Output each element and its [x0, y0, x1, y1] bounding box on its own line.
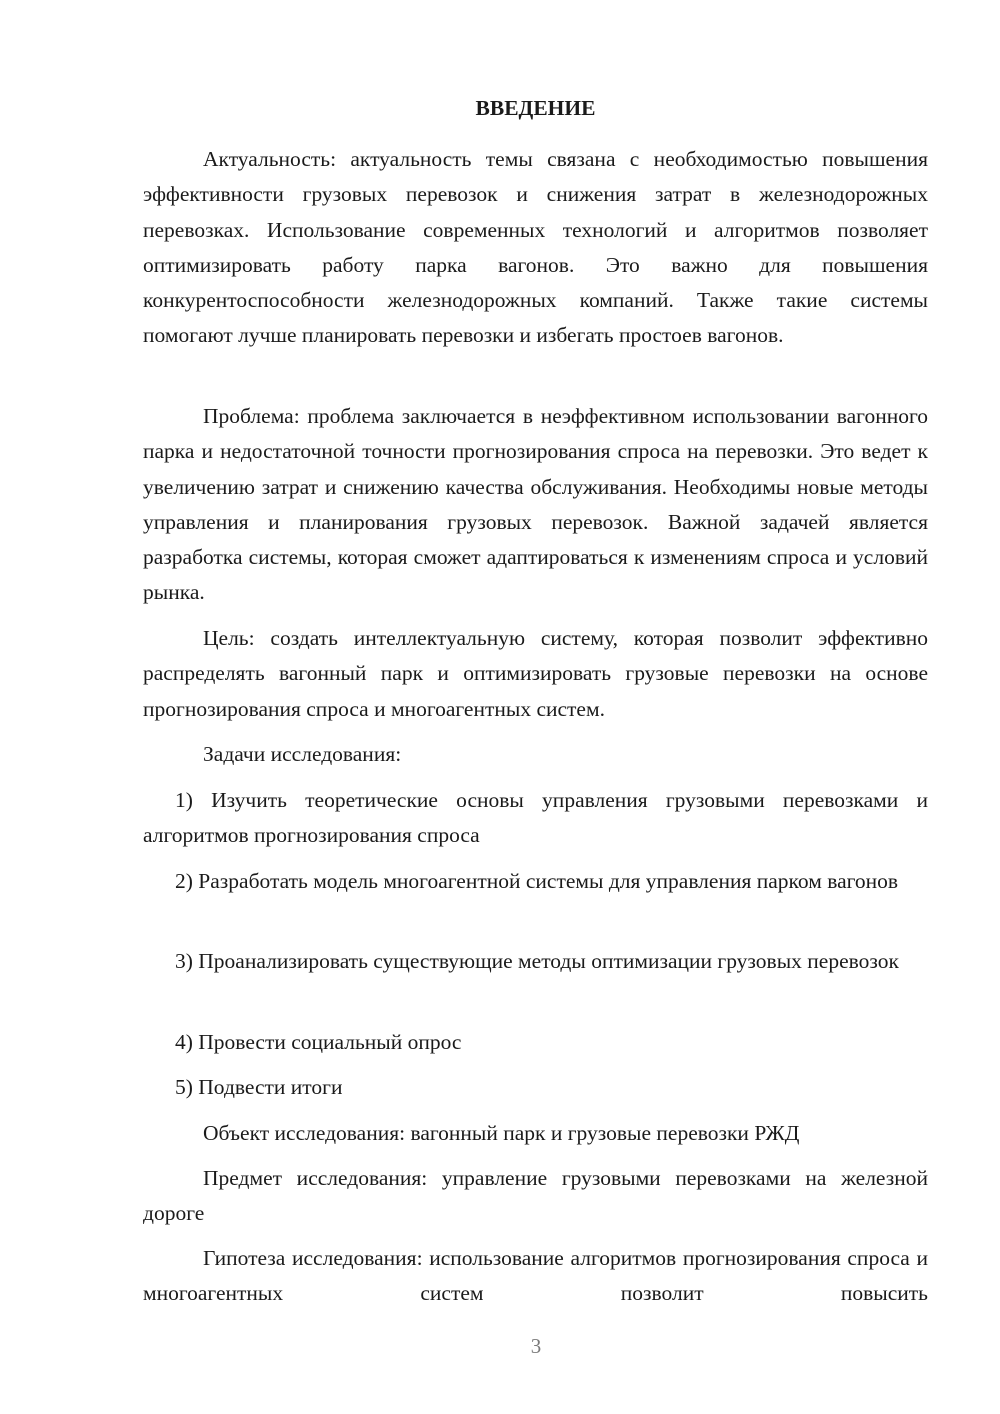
page-title: ВВЕДЕНИЕ — [475, 96, 596, 120]
task-item-2 — [143, 864, 928, 899]
task-item-4 — [143, 1025, 928, 1060]
paragraph-tasks-heading — [143, 737, 928, 772]
task-item-1 — [143, 783, 928, 854]
tasks-heading-text: Задачи исследования: — [203, 742, 402, 766]
list-item: 5) Подвести итоги — [175, 1075, 343, 1099]
paragraph-goal — [143, 621, 928, 727]
hypothesis-text: Гипотеза исследования: использование алгоритмов прогнозирования спроса и многоагентных систем позволит повысить — [143, 1246, 928, 1306]
relevance-text: Актуальность: актуальность темы связана с необходимостью повышения эффективности грузовых перевозок и снижения затрат в железнодорожных перевозках. Использование современных технологий и алгоритмов позволяет оптимизировать работу парка вагонов. Это важно для повышения конкурентоспособности железнодорожных компаний. Также такие системы помогают лучше планировать перевозки и избегать простоев вагонов. — [143, 147, 928, 348]
list-item: 3) Проанализировать существующие методы оптимизации грузовых перевозок — [175, 949, 899, 973]
list-item: 2) Разработать модель многоагентной системы для управления парком вагонов — [175, 869, 899, 893]
paragraph-object — [143, 1116, 928, 1151]
subject-text: Предмет исследования: управление грузовыми перевозками на железной дороге — [143, 1166, 928, 1226]
task-item-5 — [143, 1070, 928, 1105]
goal-text: Цель: создать интеллектуальную систему, которая позволит эффективно распределять вагонный парк и оптимизировать грузовые перевозки на основе прогнозирования спроса и многоагентных систем. — [143, 626, 928, 721]
problem-text: Проблема: проблема заключается в неэффективном использовании вагонного парка и недостаточной точности прогнозирования спроса на перевозки. Это ведет к увеличению затрат и снижению качества обслуживания. Необходимы новые методы управления и планирования грузовых перевозок. Важной задачей является разработка системы, которая сможет адаптироваться к изменениям спроса и условий рынка. — [143, 404, 928, 605]
task-item-3 — [143, 944, 928, 979]
paragraph-hypothesis — [143, 1241, 928, 1312]
object-text: Объект исследования: вагонный парк и грузовые перевозки РЖД — [203, 1121, 800, 1145]
list-item: 4) Провести социальный опрос — [175, 1030, 462, 1054]
paragraph-problem — [143, 399, 928, 611]
paragraph-subject — [143, 1161, 928, 1232]
page-number: 3 — [530, 1334, 542, 1358]
list-item: 1) Изучить теоретические основы управления грузовыми перевозками и алгоритмов прогнозирования спроса — [143, 788, 928, 848]
paragraph-relevance — [143, 142, 928, 354]
